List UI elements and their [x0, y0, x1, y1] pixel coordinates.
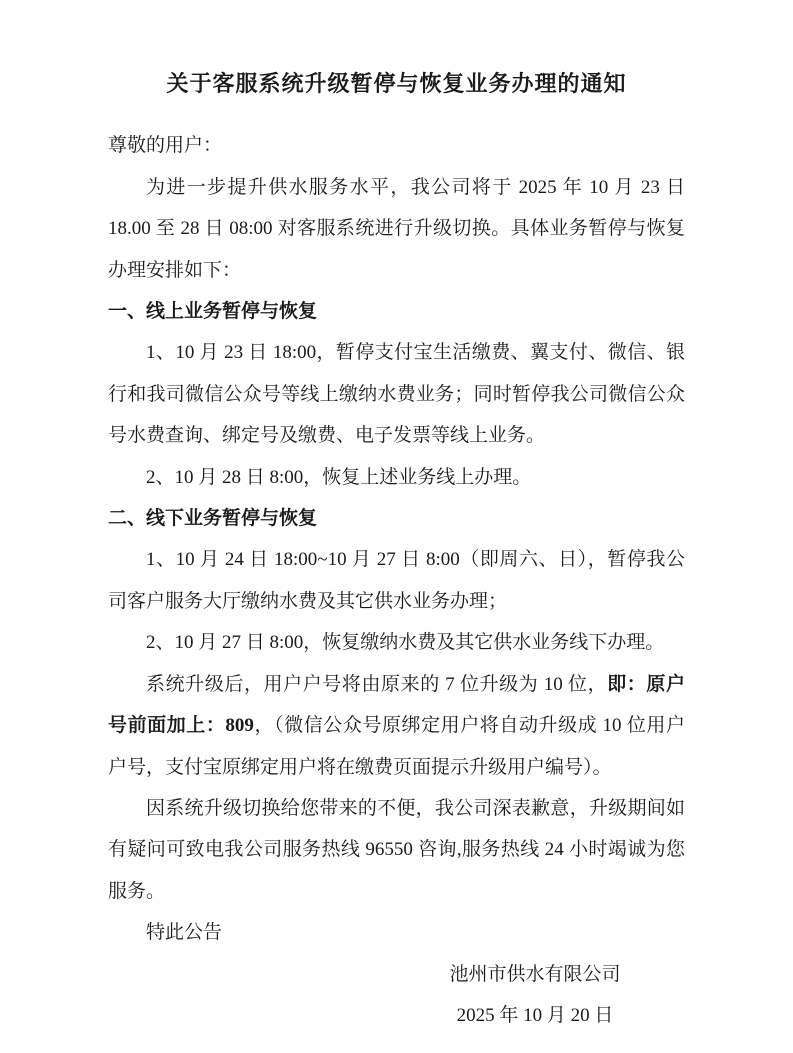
online-item-2: 2、10 月 28 日 8:00，恢复上述业务线上办理。 [146, 466, 532, 488]
signature-date: 2025 年 10 月 20 日 [456, 1004, 614, 1026]
offline-item-1: 1、10 月 24 日 18:00~10 月 27 日 8:00（即周六、日），暂停我公司客户服务大厅缴纳水费及其它供水业务办理； [108, 549, 685, 612]
apology-paragraph: 因系统升级切换给您带来的不便，我公司深表歉意，升级期间如有疑问可致电我公司服务热线 96550 咨询,服务热线 24 小时竭诚为您服务。 [108, 797, 685, 902]
signature-block [385, 954, 685, 1037]
account-upgrade-text-bold: 即：原户号前面加上：809 [108, 673, 685, 737]
document-title: 关于客服系统升级暂停与恢复业务办理的通知 [166, 71, 627, 96]
online-item-1: 1、10 月 23 日 18:00，暂停支付宝生活缴费、翼支付、微信、银行和我司微信公众号等线上缴纳水费业务；同时暂停我公司微信公众号水费查询、绑定号及缴费、电子发票等线上业务。 [108, 342, 685, 447]
account-upgrade-text-normal-prefix: 系统升级后，用户户号将由原来的 7 位升级为 10 位， [146, 673, 608, 695]
intro-paragraph: 为进一步提升供水服务水平，我公司将于 2025 年 10 月 23 日 18.00 至 28 日 08:00 对客服系统进行升级切换。具体业务暂停与恢复办理安排如下： [108, 176, 685, 281]
offline-item-2: 2、10 月 27 日 8:00，恢复缴纳水费及其它供水业务线下办理。 [146, 632, 665, 654]
account-upgrade-paragraph [108, 664, 685, 788]
section-heading-online: 一、线上业务暂停与恢复 [108, 301, 318, 323]
section-heading-offline: 二、线下业务暂停与恢复 [108, 508, 318, 530]
signature-company: 池州市供水有限公司 [449, 963, 621, 985]
salutation: 尊敬的用户： [108, 135, 223, 157]
account-upgrade-text-normal-suffix: ，（微信公众号原绑定用户将自动升级成 10 位用户户号，支付宝原绑定用户将在缴费页面提示升级用户编号）。 [108, 715, 685, 778]
closing-line: 特此公告 [146, 922, 223, 944]
